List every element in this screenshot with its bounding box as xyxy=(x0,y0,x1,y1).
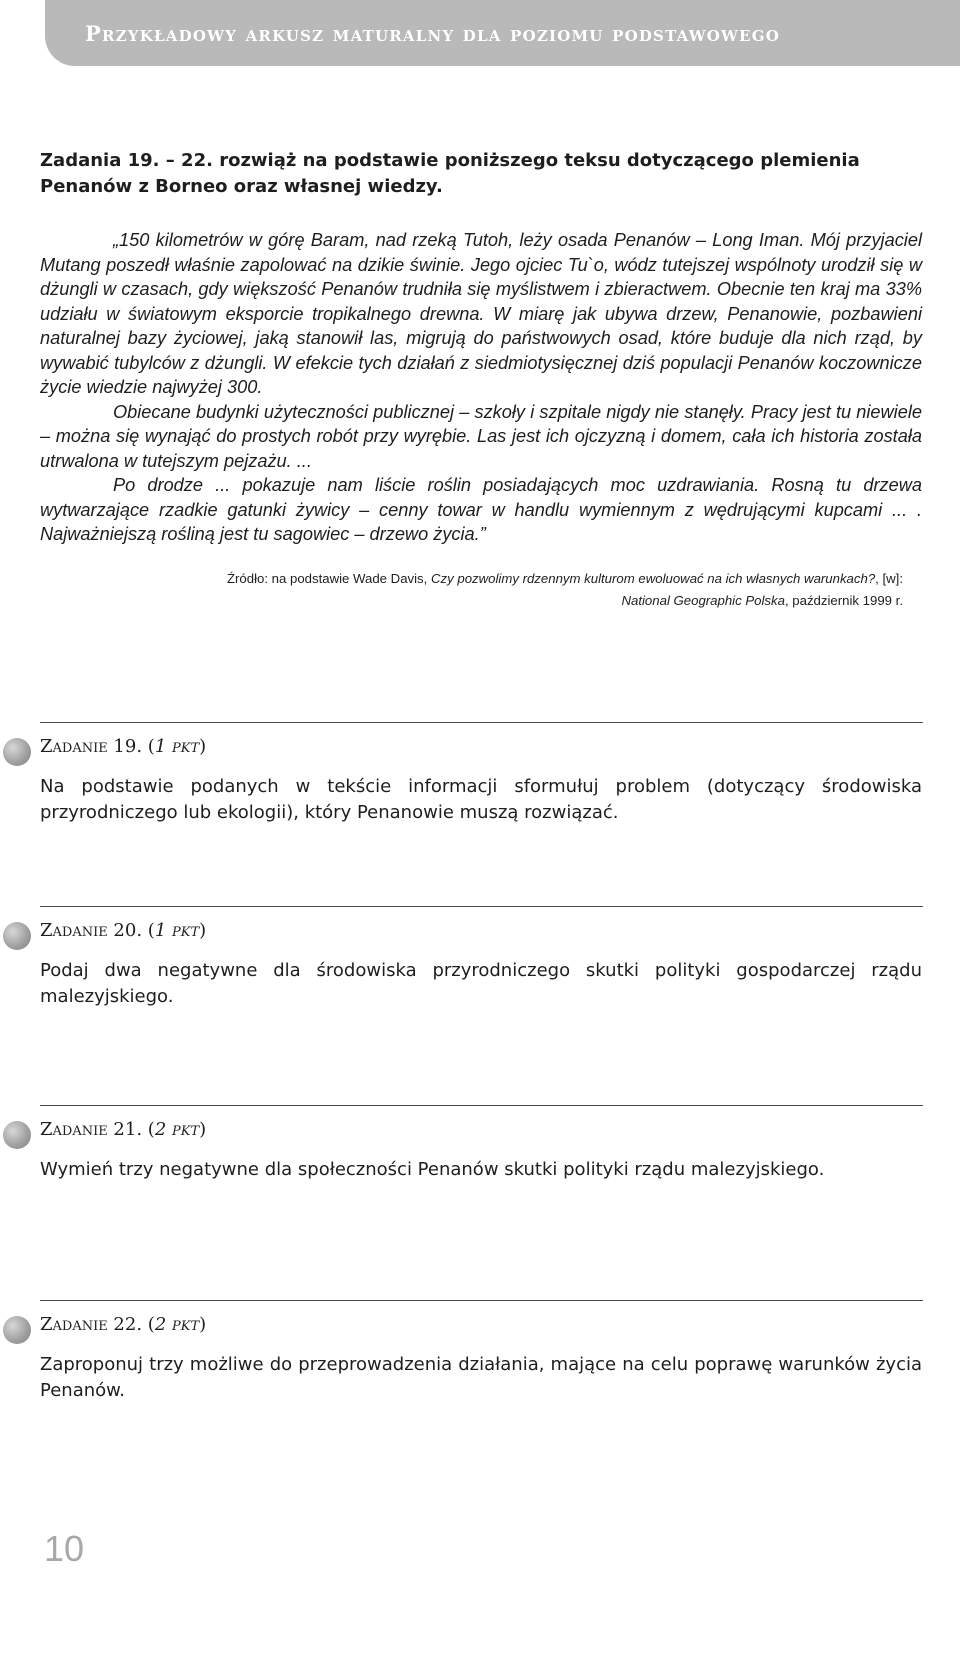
task-question: Wymień trzy negatywne dla społeczności Penanów skutki polityki rządu malezyjskiego. xyxy=(40,1159,825,1180)
bullet-icon xyxy=(3,922,31,950)
task-question: Podaj dwa negatywne dla środowiska przyrodniczego skutki polityki gospodarczej rządu malezyjskiego. xyxy=(40,960,922,1007)
quote-paragraph-3: Po drodze ... pokazuje nam liście roślin posiadających moc uzdrawiania. Rosną tu drzewa wytwarzające rzadkie gatunki żywicy – cenny towar w handlu wymiennym z wędrującymi kupcami ... . Najważniejszą rośliną jest tu sagowiec – drzewo życia.” xyxy=(40,475,922,544)
task-title: Zadanie 21. (2 pkt) xyxy=(40,1119,207,1140)
task-divider xyxy=(40,1105,923,1106)
task-title: Zadanie 19. (1 pkt) xyxy=(40,736,207,757)
task-points: 2 pkt xyxy=(154,1119,200,1140)
source-middle: , [w]: xyxy=(875,571,903,586)
bullet-icon xyxy=(3,738,31,766)
task-title: Zadanie 20. (1 pkt) xyxy=(40,920,207,941)
source-magazine: National Geographic Polska xyxy=(621,593,785,608)
bullet-icon xyxy=(3,1121,31,1149)
task-question: Zaproponuj trzy możliwe do przeprowadzenia działania, mające na celu poprawę warunków życia Penanów. xyxy=(40,1354,922,1401)
task-label: Zadanie 22. xyxy=(40,1314,143,1335)
task-question: Na podstawie podanych w tekście informacji sformułuj problem (dotyczący środowiska przyrodniczego lub ekologii), który Penanowie muszą rozwiązać. xyxy=(40,776,922,823)
quote-paragraph-1: „150 kilometrów w górę Baram, nad rzeką Tutoh, leży osada Penanów – Long Iman. Mój przyjaciel Mutang poszedł właśnie zapolować na dzikie świnie. Jego ojciec Tu`o, wódz tutejszej wspólnoty urodził się w dżungli w czasach, gdy większość Penanów trudniła się myślistwem i zbieractwem. Obecnie ten kraj ma 33% udziału w światowym eksporcie tropikalnego drewna. W miarę jak ubywa drzew, Penanowie, pozbawieni naturalnej bazy życiowej, jaką stanowił las, migrują do państwowych osad, które buduje dla nich rząd, by wywabić tubylców z dżungli. W efekcie tych działań z siedmiotysięcznej dziś populacji Penanów koczownicze życie wiedzie najwyżej 300. xyxy=(40,230,922,397)
task-points: 1 pkt xyxy=(154,920,200,941)
task-points: 1 pkt xyxy=(154,736,200,757)
intro-instruction: Zadania 19. – 22. rozwiąż na podstawie poniższego teksu dotyczącego plemienia Penanów z Borneo oraz własnej wiedzy. xyxy=(40,150,860,197)
task-divider xyxy=(40,1300,923,1301)
quote-paragraph-2: Obiecane budynki użyteczności publicznej – szkoły i szpitale nigdy nie stanęły. Pracy jest tu niewiele – można się wynająć do prostych robót przy wyrębie. Las jest ich ojczyzną i domem, cała ich historia została utrwalona w tutejszym pejzażu. ... xyxy=(40,401,922,471)
task-divider xyxy=(40,906,923,907)
header-bar xyxy=(45,0,960,66)
header-title: Przykładowy arkusz maturalny dla poziomu podstawowego xyxy=(85,20,780,46)
task-label: Zadanie 21. xyxy=(40,1119,143,1140)
task-title: Zadanie 22. (2 pkt) xyxy=(40,1314,207,1335)
source-citation xyxy=(203,568,903,612)
bullet-icon xyxy=(3,1316,31,1344)
page-number: 10 xyxy=(44,1528,85,1569)
task-label: Zadanie 20. xyxy=(40,920,143,941)
task-divider xyxy=(40,722,923,723)
task-points: 2 pkt xyxy=(154,1314,200,1335)
source-article-title: Czy pozwolimy rdzennym kulturom ewoluować na ich własnych warunkach? xyxy=(430,571,876,586)
source-text-quote xyxy=(40,228,922,547)
source-prefix: Źródło: na podstawie Wade Davis, xyxy=(226,571,431,586)
task-label: Zadanie 19. xyxy=(40,736,143,757)
source-suffix: , październik 1999 r. xyxy=(784,593,903,608)
